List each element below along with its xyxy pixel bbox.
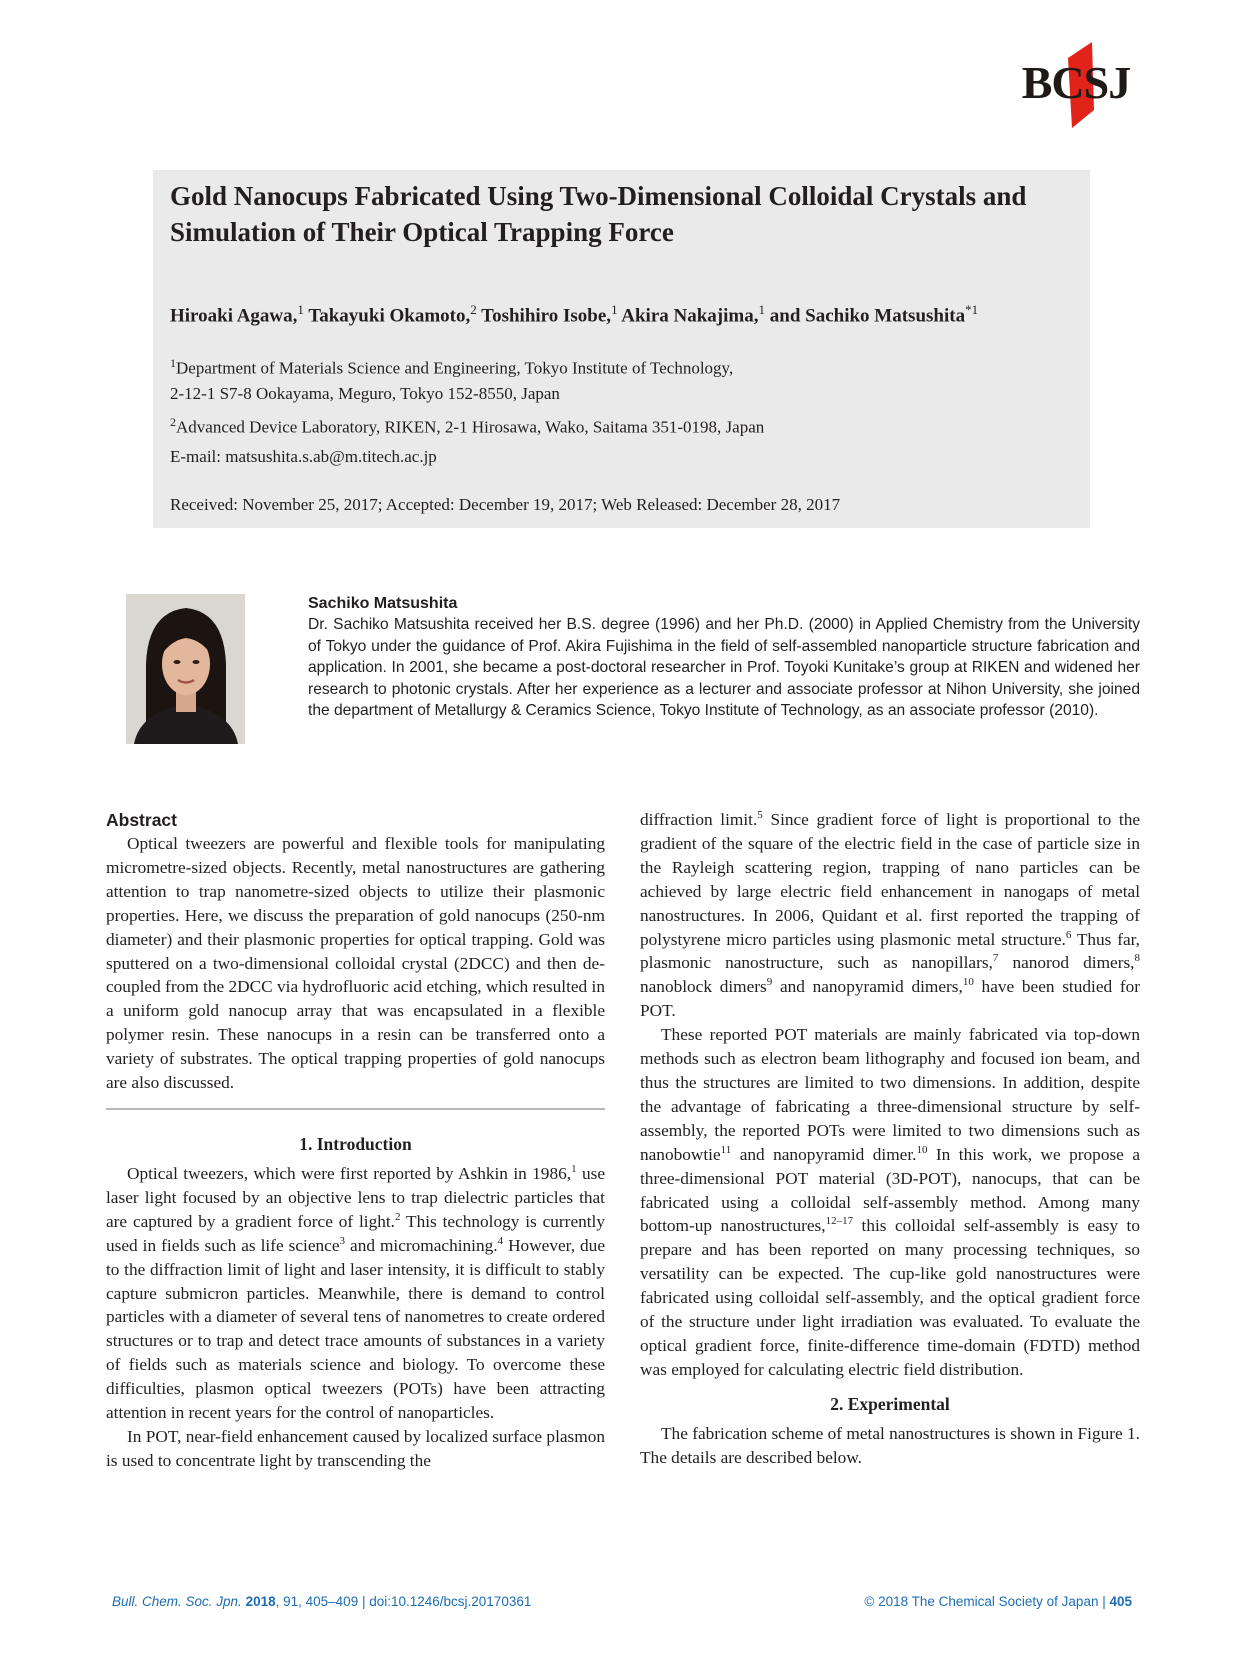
publication-dates: Received: November 25, 2017; Accepted: December 19, 2017; Web Released: December 28, 2017 (170, 495, 841, 514)
affiliation-1 (170, 351, 1070, 406)
affiliation-2 (170, 410, 1070, 440)
affiliation-1-mark: 1 (170, 356, 176, 370)
author-affiliation-mark: 2 (470, 302, 477, 317)
author-photo-portrait (126, 594, 245, 744)
author-affiliation-mark: 1 (297, 302, 304, 317)
reference-mark: 5 (757, 809, 763, 822)
experimental-paragraph-1: The fabrication scheme of metal nanostructures is shown in Figure 1. The details are described below. (640, 1423, 1140, 1467)
author-name: Akira Nakajima, (621, 305, 759, 327)
author-name: Hiroaki Agawa, (170, 305, 298, 327)
reference-mark: 7 (992, 952, 999, 965)
author-name: Takayuki Okamoto, (308, 305, 471, 327)
reference-mark: 2 (395, 1211, 401, 1224)
reference-mark: 10 (962, 976, 974, 989)
reference-mark: 11 (720, 1143, 732, 1156)
affiliation-2-mark: 2 (170, 415, 176, 429)
affiliation-1-line1: Department of Materials Science and Engineering, Tokyo Institute of Technology, (176, 358, 734, 378)
bio-name: Sachiko Matsushita (308, 595, 458, 612)
author-name: Toshihiro Isobe, (481, 305, 612, 327)
footer-copyright-text: © 2018 The Chemical Society of Japan | (864, 1594, 1110, 1609)
footer-volume-pages: , 91, 405–409 | doi:10.1246/bcsj.20170361 (275, 1594, 532, 1609)
journal-logo (1016, 40, 1136, 130)
introduction-heading: 1. Introduction (299, 1133, 412, 1154)
abstract-divider (106, 1108, 605, 1110)
reference-mark: 3 (339, 1234, 346, 1247)
reference-mark: 6 (1065, 928, 1072, 941)
reference-mark: 10 (916, 1143, 928, 1156)
reference-mark: 1 (571, 1163, 577, 1176)
footer-citation (112, 1594, 531, 1609)
intro-paragraph-2-continued: diffraction limit.$^5$ Since gradient force of light is proportional to the gradient of the square of the electric field in the case of particle size in the Rayleigh scattering region, trapping of nano particles can be achieved by large electric field enhancement in nanogaps of metal nanostructures. In 2006, Quidant et al. first reported the trapping of polystyrene micro particles using plasmonic metal structure.$^6$ Thus far, plasmonic nanostructure, such as nanopillars,$^7$ nanorod dimers,$^8$ nanoblock dimers$^9$ and nanopyramid dimers,$^{10}$ have been studied for POT. (640, 809, 1141, 1021)
author-photo (126, 594, 245, 744)
intro-paragraph-2: In POT, near-field enhancement caused by localized surface plasmon is used to concentrate light by transcending the (106, 1426, 605, 1470)
reference-mark: 12–17 (825, 1215, 854, 1228)
intro-paragraph-1: Optical tweezers, which were first reported by Ashkin in 1986,$^1$ use laser light focused by an objective lens to trap dielectric particles that are captured by a gradient force of light.$^2$ This technology is currently used in fields such as life science$^3$ and micromachining.$^4$ However, due to the diffraction limit of light and laser intensity, it is difficult to stably capture submicron particles. Meanwhile, there is demand to control particles with a diameter of several tens of nanometres to create ordered structures or to trap and detect trace amounts of substances in a variety of fields such as materials science and biology. To overcome these difficulties, plasmon optical tweezers (POTs) have been attracting attention in recent years for the control of nanoparticles. (106, 1163, 606, 1423)
author-affiliation-mark: 1 (611, 302, 618, 317)
abstract-heading: Abstract (106, 810, 177, 830)
author-affiliation-mark: *1 (965, 302, 979, 317)
experimental-heading: 2. Experimental (830, 1393, 950, 1414)
footer-year: 2018 (245, 1594, 276, 1609)
bio-text: Dr. Sachiko Matsushita received her B.S. degree (1996) and her Ph.D. (2000) in Applied Chemistry from the University of Tokyo under the guidance of Prof. Akira Fujishima in the field of self-assembled nanoparticle structure fabrication and application. In 2001, she became a post-doctoral researcher in Prof. Toyoki Kunitake’s group at RIKEN and widened her research to photonic crystals. After her experience as a lecturer and associate professor at Nihon University, she joined the department of Metallurgy & Ceramics Science, Tokyo Institute of Technology, as an associate professor (2010). (308, 616, 1140, 720)
affiliation-2-line1: Advanced Device Laboratory, RIKEN, 2-1 Hirosawa, Wako, Saitama 351-0198, Japan (176, 417, 765, 437)
intro-paragraph-3: These reported POT materials are mainly fabricated via top-down methods such as electron beam lithography and focused ion beam, and thus the structures are limited to two dimensions. In addition, despite the advantage of fabricating a three-dimensional structure by self-assembly, the reported POTs were limited to two dimensions such as nanobowtie$^{11}$ and nanopyramid dimer.$^{10}$ In this work, we propose a three-dimensional POT material (3D-POT), nanocups, that can be fabricated using a colloidal self-assembly method. Among many bottom-up nanostructures,$^{12-17}$ this colloidal self-assembly is easy to prepare and has been reported on many processing techniques, so versatility can be expected. The cup-like gold nanostructures were fabricated using colloidal self-assembly, and the optical gradient force of the structure under light irradiation was evaluated. To evaluate the optical gradient force, finite-difference time-domain (FDTD) method was employed for calculating electric field distribution. (640, 1025, 1141, 1379)
reference-mark: 4 (497, 1234, 504, 1247)
footer-journal: Bull. Chem. Soc. Jpn. (112, 1594, 242, 1609)
abstract-text: Optical tweezers are powerful and flexible tools for manipulating micrometre-sized objects. Recently, metal nanostructures are gathering attention to trap nanometre-sized objects to utilize their plasmonic properties. Here, we discuss the preparation of gold nanocups (250-nm diameter) and their plasmonic properties for optical trapping. Gold was sputtered on a two-dimensional colloidal crystal (2DCC) and then de-coupled from the 2DCC via hydrofluoric acid etching, which resulted in a uniform gold nanocup array that was encapsulated in a flexible polymer resin. These nanocups in a resin can be transferred onto a variety of substrates. The optical trapping properties of gold nanocups are also discussed. (106, 834, 605, 1093)
affiliation-1-line2: 2-12-1 S7-8 Ookayama, Meguro, Tokyo 152-8550, Japan (170, 383, 560, 403)
paper-title: Gold Nanocups Fabricated Using Two-Dimensional Colloidal Crystals and Simulation of Their Optical Trapping Force (170, 181, 1027, 247)
left-column (106, 808, 605, 1473)
logo-text: BCSJ (1021, 57, 1131, 108)
author-list (170, 296, 1090, 330)
right-column (640, 808, 1140, 1470)
footer-copyright (700, 1594, 1132, 1609)
author-name: and Sachiko Matsushita (769, 305, 966, 327)
reference-mark: 8 (1134, 952, 1140, 965)
page-number: 405 (1109, 1594, 1132, 1609)
author-affiliation-mark: 1 (758, 302, 765, 317)
contact-email: E-mail: matsushita.s.ab@m.titech.ac.jp (170, 447, 437, 466)
reference-mark: 9 (766, 976, 773, 989)
